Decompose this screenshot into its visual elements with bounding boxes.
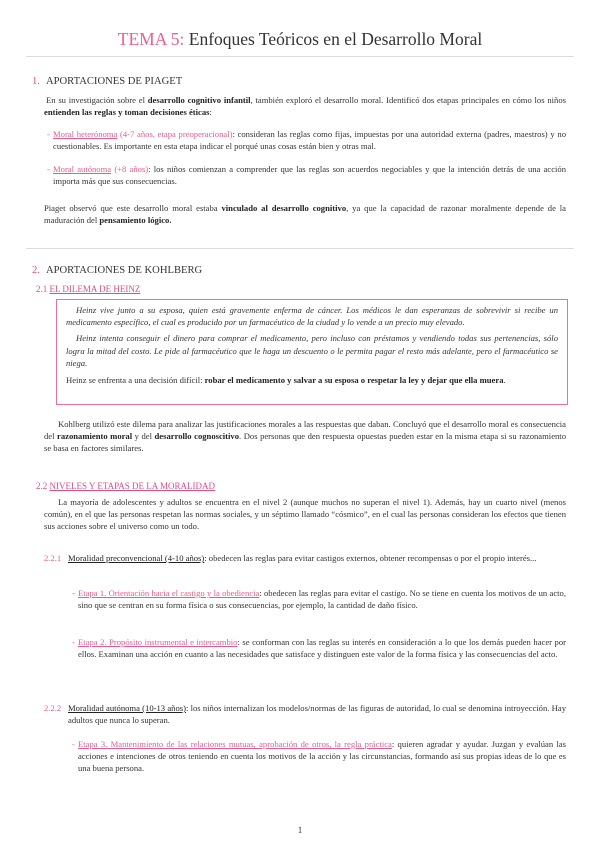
section-1-number: 1. xyxy=(32,76,40,87)
preconvencional-title: Moralidad preconvencional (4-10 años) xyxy=(68,553,205,563)
title-main: Enfoques Teóricos en el Desarrollo Moral xyxy=(188,29,483,49)
heteronoma-link[interactable]: Moral heterónoma xyxy=(53,129,118,139)
piaget-autonoma: Moral autónoma (+8 años): los niños comienzan a comprender que las reglas son acuerdos negociables y que la intención detrás de una acción importa más que sus consecuencias. xyxy=(53,164,567,187)
title-prefix: TEMA 5: xyxy=(117,29,185,49)
piaget-intro: En su investigación sobre el desarrollo cognitivo infantil, también exploró el desarrollo moral. Identificó dos etapas principales en cómo los niños entienden las reglas y toman decisiones éticas: xyxy=(44,95,566,118)
section-divider xyxy=(26,248,574,249)
etapa-2-link[interactable]: Etapa 2. Propósito instrumental e intercambio xyxy=(78,637,238,647)
piaget-heteronoma: Moral heterónoma (4-7 años, etapa preoperacional): consideran las reglas como fijas, impuestas por una autoridad externa (padres, maestros) y no cuestionables. Es importante en esta etapa indicar el porqué unas cosas están bien y otras mal. xyxy=(53,129,566,152)
etapa-1-link[interactable]: Etapa 1. Orientación hacia el castigo y la obediencia xyxy=(78,588,260,598)
bullet-dash: - xyxy=(72,637,75,647)
etapa-3: Etapa 3. Mantenimiento de las relaciones mutuas, aprobación de otros, la regla práctica: quieren agradar y ayudar. Juzgan y evalúan las acciones e intenciones de otros teniendo en cuenta los motivos de la acción y las circunstancias, formando así sus propias ideas de lo que es una buena persona. xyxy=(78,739,567,774)
dilemma-paragraph-1: Heinz vive junto a su esposa, quien está gravemente enferma de cáncer. Los médicos le dan esperanzas de sobrevivir si recibe un medicamento específico, el cual es producido por un farmacéutico de la ciudad y lo vende a un precio muy elevado. xyxy=(66,305,558,328)
dilemma-paragraph-2: Heinz intenta conseguir el dinero para comprar el medicamento, pero incluso con préstamos y vendiendo todas sus pertenencias, sólo logra la mitad del costo. Le pide al farmacéutico que le haga un descuento o le permita pagar el resto más adelante, pero el farmacéutico se niega. xyxy=(66,333,558,368)
bullet-dash: - xyxy=(47,164,50,174)
niveles-intro: La mayoría de adolescentes y adultos se encuentra en el nivel 2 (aunque muchos no superan el nivel 1). Además, hay un cuarto nivel (menos común), en el que las personas respetan las normas sociales, y un séptimo llamado “cósmico”, en el cual las personas consideran los efectos que tienen sus acciones sobre el universo como un todo. xyxy=(44,497,566,532)
point-2-2-2-number: 2.2.2 xyxy=(44,703,62,713)
page-number: 1 xyxy=(297,825,303,835)
bullet-dash: - xyxy=(72,588,75,598)
autonoma-paragraph: Moralidad autónoma (10-13 años): los niños internalizan los modelos/normas de las figuras de autoridad, lo cual se denomina introyección. Hay adultos que nunca lo superan. xyxy=(68,703,566,726)
title-divider xyxy=(26,56,574,57)
dilema-heinz-link[interactable]: EL DILEMA DE HEINZ xyxy=(49,284,141,294)
autonoma-title: Moralidad autónoma (10-13 años) xyxy=(68,703,186,713)
kohlberg-analysis: Kohlberg utilizó este dilema para analizar las justificaciones morales a las respuestas que daban. Concluyó que el desarrollo moral es consecuencia del razonamiento moral y del desarrollo cognoscitivo. Dos personas que den respuesta opuestas pueden estar en la misma etapa si su razonamiento se basa en factores similares. xyxy=(44,419,566,454)
autonoma-link[interactable]: Moral autónoma xyxy=(53,164,112,174)
etapa-1: Etapa 1. Orientación hacia el castigo y la obediencia: obedecen las reglas para evitar el castigo. No se tiene en cuenta los motivos de un acto, sino que se centran en su forma física o sus consecuencias, por ejemplo, la cantidad de daño físico. xyxy=(78,588,566,611)
niveles-link[interactable]: NIVELES Y ETAPAS DE LA MORALIDAD xyxy=(49,481,216,491)
etapa-2: Etapa 2. Propósito instrumental e intercambio: se conforman con las reglas su interés en consideración a lo que los demás pueden hacer por ellos. Examinan una acción en cuanto a las necesidades que satisface y distinguen este valor de la forma física y las consecuencias del acto. xyxy=(78,637,566,660)
heinz-dilemma-box xyxy=(56,299,568,405)
section-1-heading xyxy=(32,74,182,89)
section-2-title: APORTACIONES DE KOHLBERG xyxy=(45,265,203,276)
etapa-3-link[interactable]: Etapa 3. Mantenimiento de las relaciones mutuas, aprobación de otros, la regla práctica xyxy=(78,739,392,749)
dilemma-decision: Heinz se enfrenta a una decisión difícil: robar el medicamento y salvar a su esposa o respetar la ley y dejar que ella muera. xyxy=(66,375,506,386)
piaget-conclusion: Piaget observó que este desarrollo moral estaba vinculado al desarrollo cognitivo, ya que la capacidad de razonar moralmente depende de la maduración del pensamiento lógico. xyxy=(44,203,566,226)
subsection-2-2-heading: 2.2 NIVELES Y ETAPAS DE LA MORALIDAD xyxy=(36,481,216,491)
point-2-2-1-number: 2.2.1 xyxy=(44,553,62,563)
preconvencional-paragraph: Moralidad preconvencional (4-10 años): obedecen las reglas para evitar castigos externos, obtener recompensas o por el propio interés... xyxy=(68,553,537,563)
bullet-dash: - xyxy=(72,739,75,749)
bullet-dash: - xyxy=(47,129,50,139)
page-title xyxy=(0,27,600,52)
section-2-number: 2. xyxy=(32,265,40,276)
subsection-2-1-heading: 2.1 EL DILEMA DE HEINZ xyxy=(36,284,141,294)
section-2-heading xyxy=(32,263,202,278)
section-1-title: APORTACIONES DE PIAGET xyxy=(45,76,183,87)
